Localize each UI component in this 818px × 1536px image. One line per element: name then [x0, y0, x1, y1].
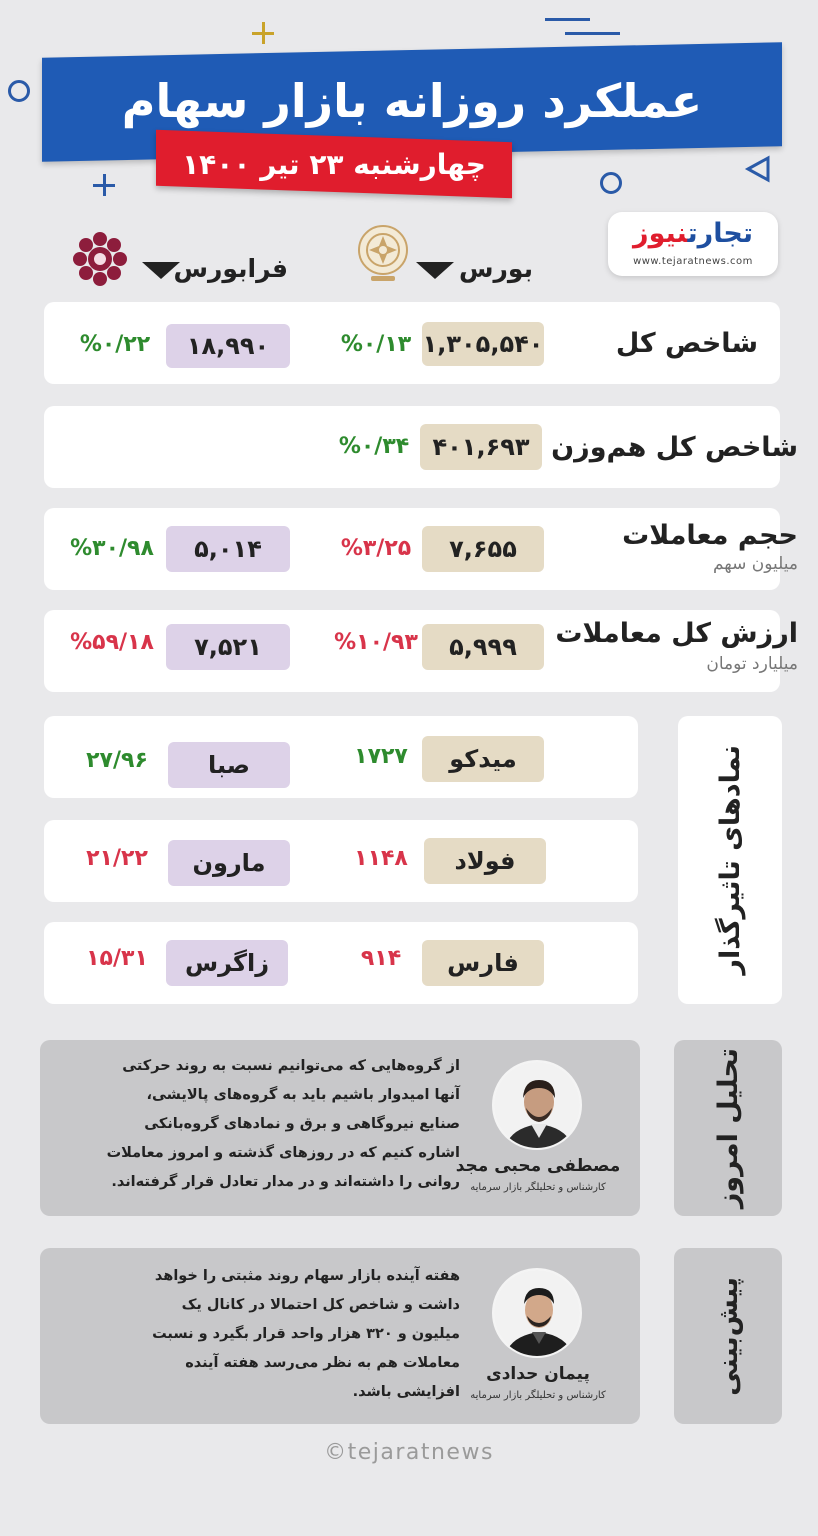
- deco-triangle-icon: [744, 154, 772, 184]
- bourse-symbol-value: ۱۱۴۸: [354, 846, 408, 871]
- bourse-symbol: میدکو: [422, 736, 544, 782]
- logo-url: www.tejaratnews.com: [633, 256, 753, 267]
- footer-credit: ©tejaratnews: [324, 1440, 494, 1465]
- row-label: ارزش کل معاملات: [555, 618, 798, 649]
- analyst-role: کارشناس و تحلیلگر بازار سرمایه: [470, 1182, 606, 1193]
- bourse-value: ۷,۶۵۵: [422, 526, 544, 572]
- farabourse-value: ۷,۵۲۱: [166, 624, 290, 670]
- bourse-emblem-icon: [356, 222, 410, 284]
- deco-line: [545, 18, 590, 21]
- forecast-text: هفته آینده بازار سهام روند مثبتی را خواهد داشت و شاخص کل احتمالا در کانال یک میلیون و ۳۲۰ هزار واحد قرار بگیرد و نسبت معاملات هم به نظر می‌رسد هفته آینده افزایشی باشد.: [152, 1268, 460, 1400]
- bourse-header: بورس: [459, 254, 533, 283]
- deco-plus-icon: [93, 184, 115, 187]
- bourse-percent: %۰/۱۳: [340, 332, 412, 357]
- person-icon: [494, 1270, 582, 1358]
- bourse-symbol-value: ۱۷۲۷: [354, 744, 408, 769]
- analysis-label: تحلیل امروز: [674, 1040, 782, 1216]
- farabourse-value: ۵,۰۱۴: [166, 526, 290, 572]
- deco-line: [565, 32, 620, 35]
- page-title: عملکرد روزانه بازار سهام: [121, 74, 703, 128]
- deco-plus-icon: [252, 32, 274, 35]
- farabourse-symbol-value: ۲۷/۹۶: [86, 748, 148, 773]
- row-sublabel: میلیون سهم: [712, 554, 798, 574]
- farabourse-percent: %۰/۲۲: [79, 332, 151, 357]
- analyst-name: پیمان حدادی: [486, 1364, 590, 1384]
- row-label: حجم معاملات: [622, 520, 798, 551]
- farabourse-symbol: مارون: [168, 840, 290, 886]
- farabourse-symbol-value: ۱۵/۳۱: [86, 946, 148, 971]
- bourse-value: ۴۰۱,۶۹۳: [420, 424, 542, 470]
- farabourse-symbol: صبا: [168, 742, 290, 788]
- date-label: چهارشنبه ۲۳ تیر ۱۴۰۰: [182, 147, 486, 181]
- bourse-symbol: فارس: [422, 940, 544, 986]
- bourse-value: ۱,۳۰۵,۵۴۰: [422, 322, 544, 366]
- farabourse-header: فرابورس: [173, 254, 288, 283]
- bourse-symbol: فولاد: [424, 838, 546, 884]
- analyst-avatar: [492, 1060, 582, 1150]
- influential-label: نمادهای تاثیرگذار: [678, 716, 782, 1004]
- row-label: شاخص کل هم‌وزن: [551, 432, 798, 463]
- bourse-percent: %۱۰/۹۳: [334, 630, 418, 655]
- farabourse-emblem-icon: [70, 230, 130, 288]
- bourse-value: ۵,۹۹۹: [422, 624, 544, 670]
- forecast-label: پیش‌بینی: [674, 1248, 782, 1424]
- bourse-symbol-value: ۹۱۴: [360, 946, 402, 971]
- analysis-text: از گروه‌هایی که می‌توانیم نسبت به روند حرکتی آنها امیدوار باشیم باید به گروه‌های پالایشی، صنایع نیروگاهی و برق و نمادهای گروه‌بانکی اشاره کنیم که در روزهای گذشته و امروز معاملات روانی را داشته‌اند و در مدار تعادل قرار گرفته‌اند.: [106, 1058, 460, 1190]
- deco-circle-icon: [8, 80, 30, 102]
- analyst-avatar: [492, 1268, 582, 1358]
- deco-circle-icon: [600, 172, 622, 194]
- bourse-percent: %۳/۲۵: [340, 536, 412, 561]
- bourse-percent: %۰/۳۴: [338, 434, 410, 459]
- farabourse-percent: %۳۰/۹۸: [70, 536, 154, 561]
- analyst-name: مصطفی محبی مجد: [455, 1156, 621, 1176]
- person-icon: [494, 1062, 582, 1150]
- farabourse-value: ۱۸,۹۹۰: [166, 324, 290, 368]
- farabourse-symbol-value: ۲۱/۲۲: [86, 846, 148, 871]
- bourse-down-icon: [416, 262, 454, 279]
- logo-text: تجارتنیوز: [633, 218, 753, 249]
- farabourse-percent: %۵۹/۱۸: [70, 630, 154, 655]
- row-label: شاخص کل: [615, 328, 758, 359]
- row-sublabel: میلیارد تومان: [706, 654, 798, 674]
- analyst-role: کارشناس و تحلیلگر بازار سرمایه: [470, 1390, 606, 1401]
- farabourse-symbol: زاگرس: [166, 940, 288, 986]
